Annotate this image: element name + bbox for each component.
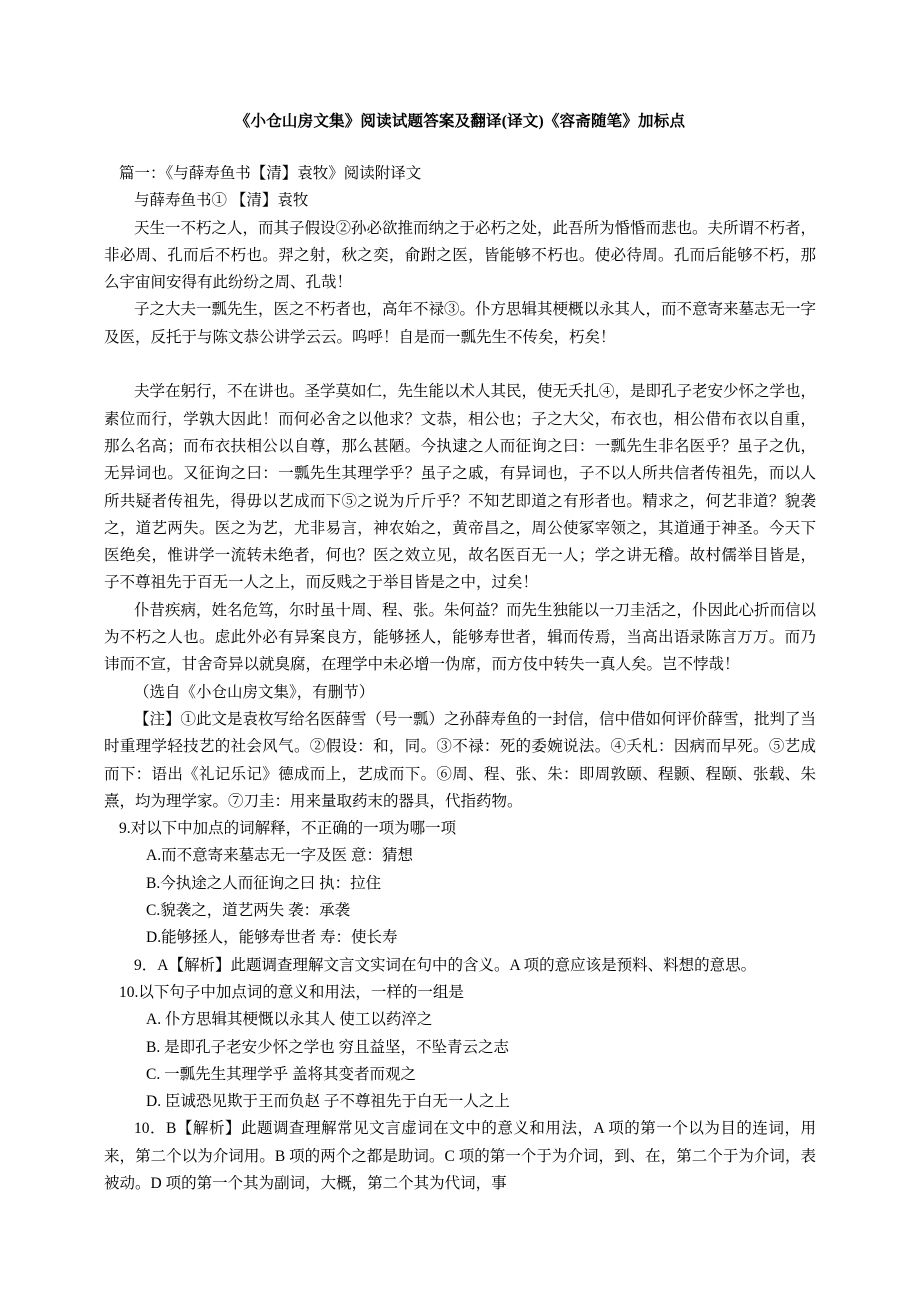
article-paragraph-4: 仆昔疾病，姓名危笃，尔时虽十周、程、张。朱何益？而先生独能以一刀圭活之，仆因此心折而信以为不朽之人也。虑此外必有异案良方，能够拯人，能够寿世者，辑而传焉，当高出语录陈言万万。而乃讳而不宣，甘舍奇异以就臭腐，在理学中未必增一伪席，而方伎中转失一真人矣。岂不悖哉！	[104, 601, 817, 674]
question-9-explanation: 9．A【解析】此题调查理解文言文实词在句中的含义。A 项的意应该是预料、料想的意思。	[134, 956, 757, 974]
question-9-stem: 9.对以下中加点的词解释，不正确的一项为哪一项	[119, 820, 457, 838]
question-9-option-b: B.今执途之人而征询之曰 执：拉住	[146, 874, 382, 892]
source-note: （选自《小仓山房文集》，有删节）	[134, 683, 375, 701]
question-9-option-d: D.能够拯人，能够寿世者 寿：使长寿	[146, 929, 398, 947]
question-10-option-d: D. 臣诚恐见欺于王而负赵 子不尊祖先于白无一人之上	[146, 1093, 510, 1111]
article-paragraph-1: 天生一不朽之人，而其子假设②孙必欲推而纳之于必朽之处，此吾所为惛惛而悲也。夫所谓不朽者，非必周、孔而后不朽也。羿之射，秋之奕，俞跗之医，皆能够不朽也。使必待周。孔而后能够不朽，那么宇宙间安得有此纷纷之周、孔哉！	[104, 219, 817, 292]
question-10-option-c: C. 一瓢先生其理学乎 盖将其变者而观之	[146, 1065, 416, 1083]
question-10-option-b: B. 是即孔子老安少怀之学也 穷且益坚，不坠青云之志	[146, 1038, 509, 1056]
question-9-option-c: C.貌袭之，道艺两失 袭：承袭	[146, 902, 351, 920]
document-body	[104, 160, 816, 1197]
article-paragraph-3: 夫学在躬行，不在讲也。圣学莫如仁，先生能以术人其民，使无夭扎④，是即孔子老安少怀之学也，素位而行，学孰大因此！而何必舍之以他求？文恭，相公也；子之大父，布衣也，相公借布衣以自重，那么名高；而布衣扶相公以自尊，那么甚陋。今执逮之人而征询之曰：一瓢先生非名医乎？虽子之仇，无异词也。又征询之曰：一瓢先生其理学乎？虽子之戚，有异词也，子不以人所共信者传祖先，而以人所共疑者传祖先，得毋以艺成而下⑤之说为斤斤乎？不知艺即道之有形者也。精求之，何艺非道？貌袭之，道艺两失。医之为艺，尤非易言，神农始之，黄帝昌之，周公使冢宰领之，其道通于神圣。今天下医绝矣，惟讲学一流转未绝者，何也？医之效立见，故名医百无一人；学之讲无稽。故村儒举目皆是，子不尊祖先于百无一人之上，而反贱之于举目皆是之中，过矣！	[104, 383, 817, 592]
question-9-option-a: A.而不意寄来墓志无一字及医 意：猜想	[146, 847, 413, 865]
question-10-stem: 10.以下句子中加点词的意义和用法，一样的一组是	[119, 983, 464, 1001]
article-title: 与薛寿鱼书① 【清】袁牧	[134, 192, 309, 210]
annotation-note: 【注】①此文是袁枚写给名医薛雪（号一瓢）之孙薛寿鱼的一封信，信中借如何评价薛雪，批判了当时重理学轻技艺的社会风气。②假设：和，同。③不禄：死的委婉说法。④夭札：因病而早死。⑤艺成而下：语出《礼记乐记》德成而上，艺成而下。⑥周、程、张、朱：即周敦颐、程颢、程颐、张载、朱熹，均为理学家。⑦刀圭：用来量取药末的器具，代指药物。	[104, 710, 817, 810]
question-10-explanation: 10．B【解析】此题调查理解常见文言虚词在文中的意义和用法，A 项的第一个以为目的连词，用来，第二个以为介词用。B 项的两个之都是助词。C 项的第一个于为介词，到、在，第二个于为介词，表被动。D 项的第一个其为副词，大概，第二个其为代词，事	[104, 1120, 816, 1192]
question-10-option-a: A. 仆方思辑其梗慨以永其人 使工以药淬之	[146, 1011, 433, 1029]
paragraph-spacer	[104, 351, 816, 378]
section-heading: 篇一：《与薛寿鱼书【清】袁牧》阅读附译文	[119, 165, 422, 182]
article-paragraph-2: 子之大夫一瓢先生，医之不朽者也，高年不禄③。仆方思辑其梗概以永其人，而不意寄来墓志无一字及医，反托于与陈文恭公讲学云云。呜呼！自是而一瓢先生不传矣，朽矣！	[104, 301, 817, 346]
page-title: 《小仓山房文集》阅读试题答案及翻译(译文)《容斋随笔》加标点	[234, 113, 686, 130]
